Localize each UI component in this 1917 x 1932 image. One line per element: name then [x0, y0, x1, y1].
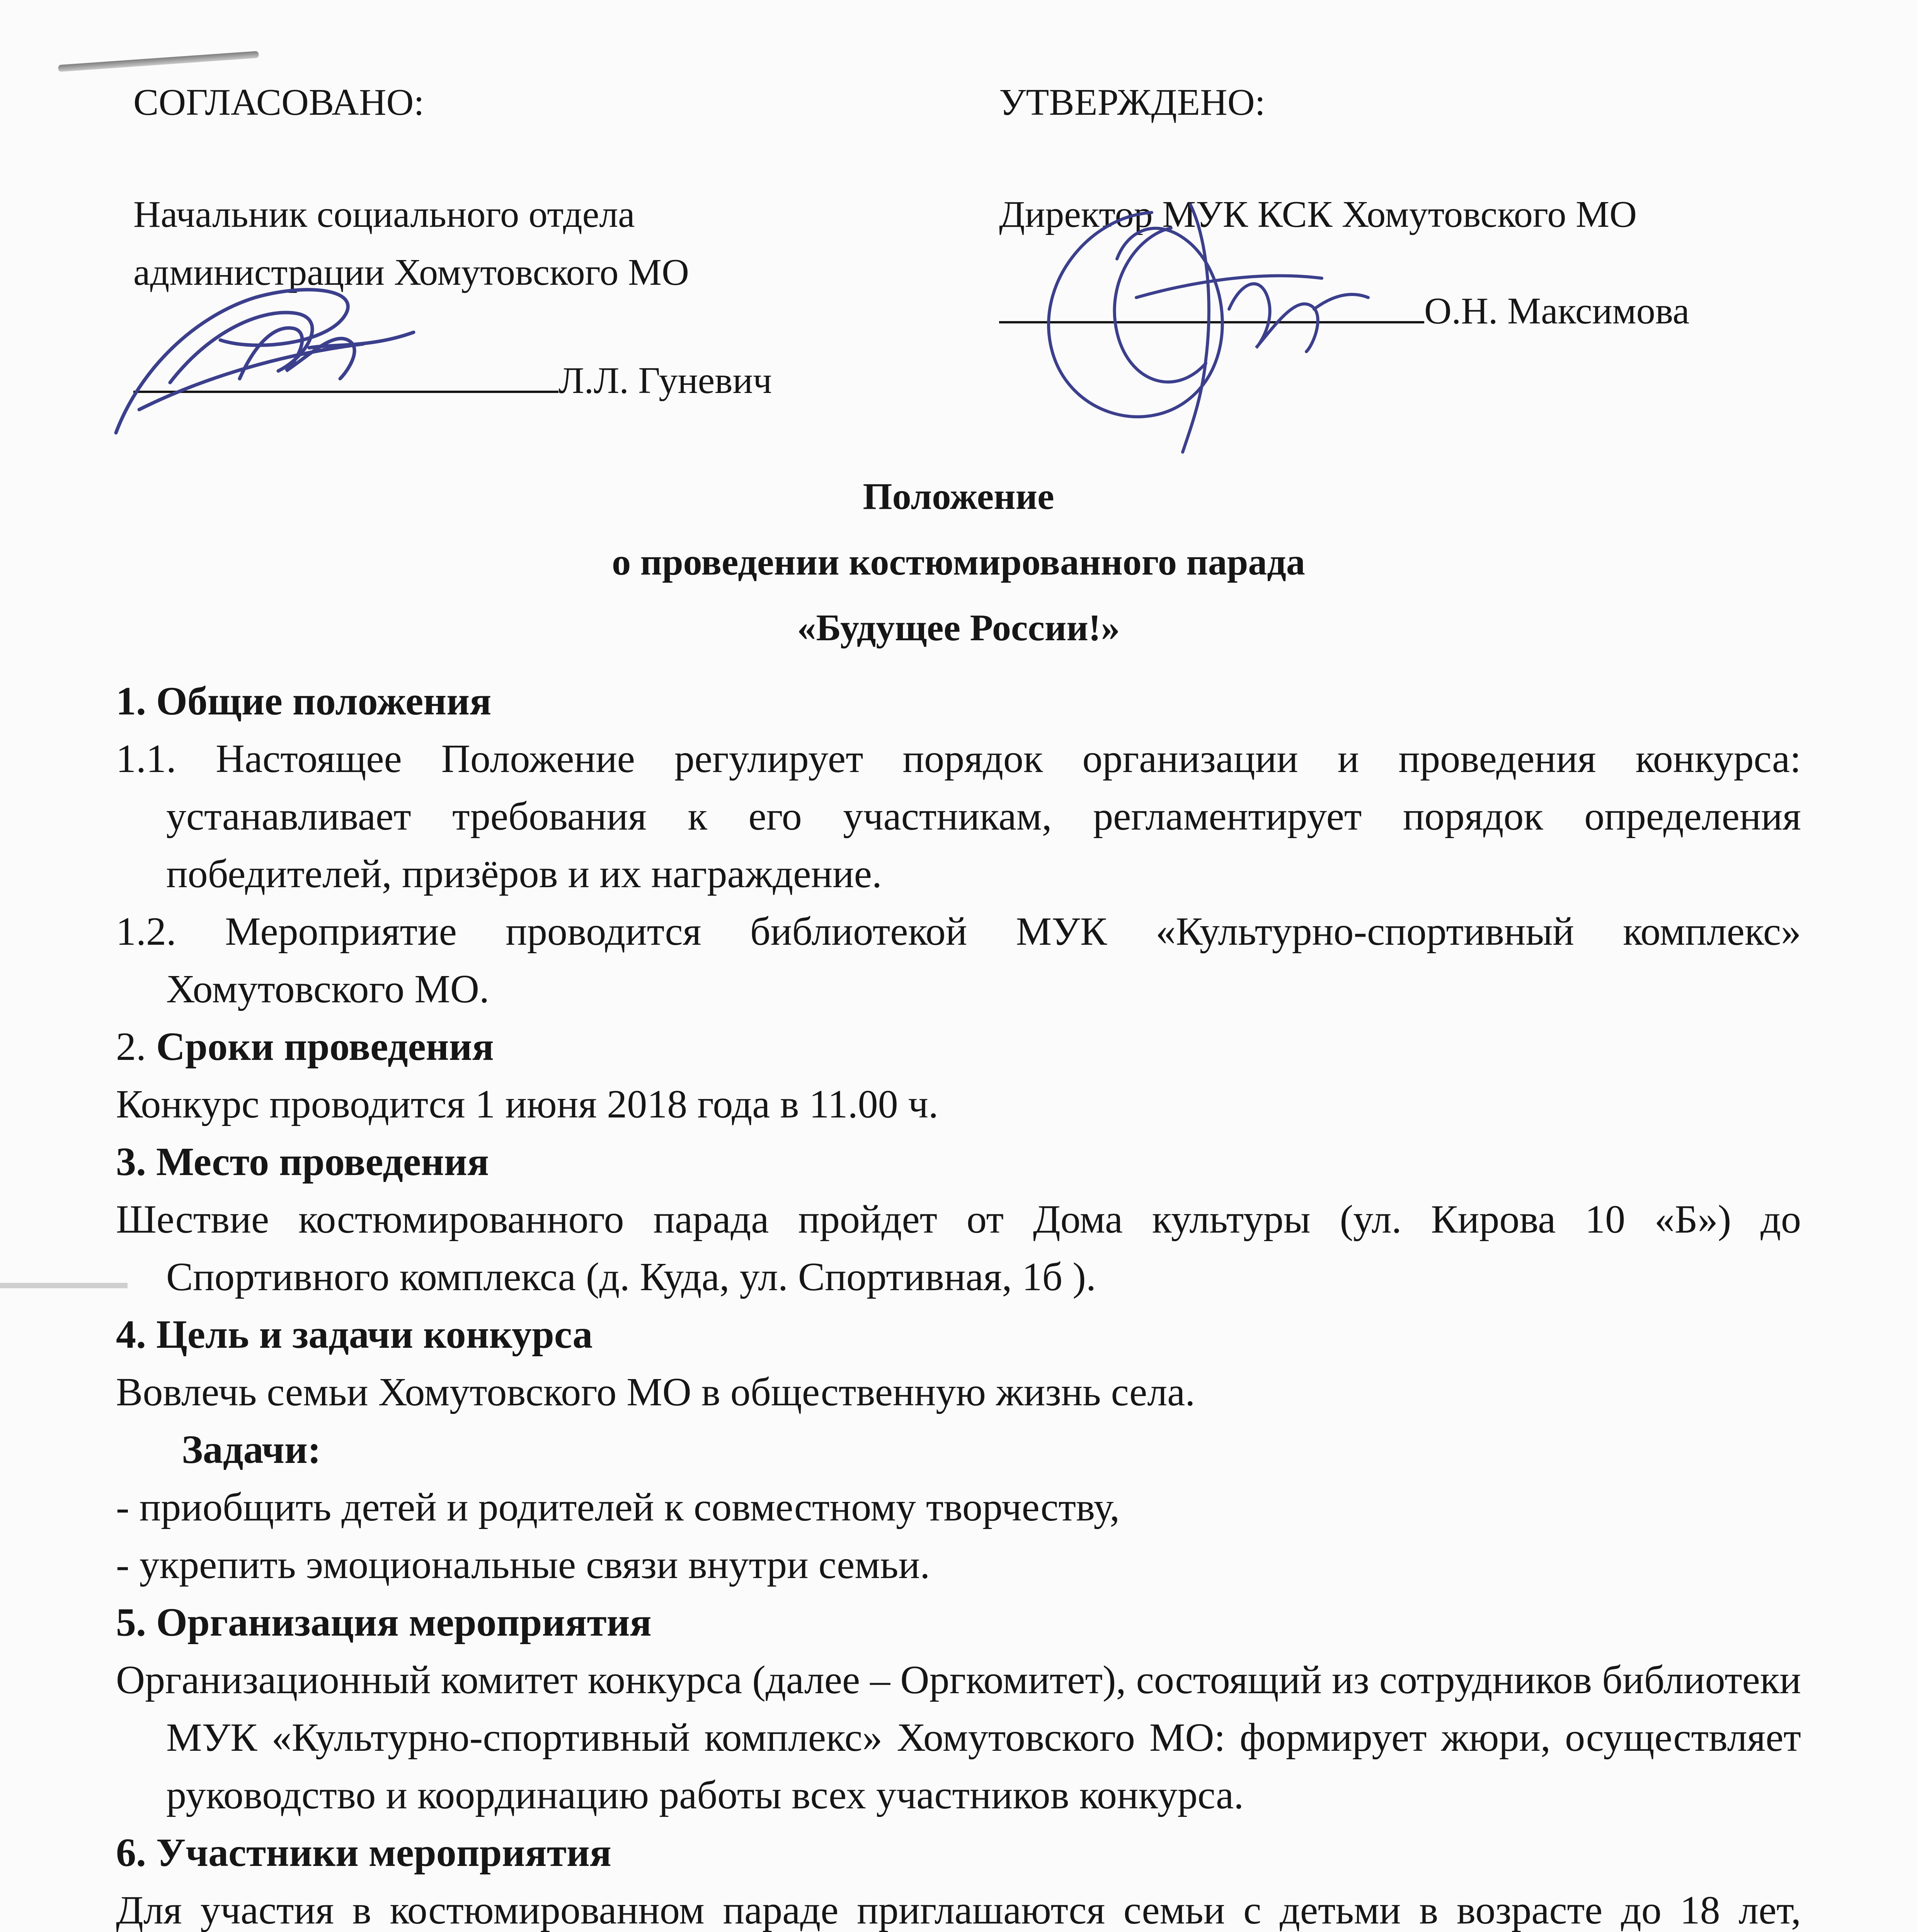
signature-right-icon — [989, 182, 1415, 475]
clause-1-1: 1.1. Настоящее Положение регулирует порядок организации и проведения конкурса: устанавливает требования к его участникам, регламентирует порядок определения победителей, призёров и их награждение. — [116, 736, 1801, 896]
document-title — [0, 464, 1917, 661]
signature-left-icon — [93, 255, 441, 456]
section-heading: 3. Место проведения — [116, 1139, 489, 1184]
position-line: администрации Хомутовского МО — [133, 252, 689, 293]
signatory-name: Л.Л. Гуневич — [558, 360, 772, 401]
title-line: Положение — [863, 476, 1054, 517]
section-text: Вовлечь семьи Хомутовского МО в общественную жизнь села. — [116, 1370, 1195, 1414]
task-item: - укрепить эмоциональные связи внутри семьи. — [116, 1543, 930, 1587]
section-text: Организационный комитет конкурса (далее – Оргкомитет), состоящий из сотрудников библиотеки МУК «Культурно-спортивный комплекс» Хомутовского МО: формирует жюри, осуществляет руководство и координацию работы всех участников конкурса. — [116, 1658, 1801, 1817]
section-heading: 5. Организация мероприятия — [116, 1600, 652, 1645]
section-heading: 6. Участники мероприятия — [116, 1830, 611, 1875]
section-heading: 4. Цель и задачи конкурса — [116, 1312, 593, 1357]
section-text: Конкурс проводится 1 июня 2018 года в 11.00 ч. — [116, 1082, 938, 1126]
title-line: «Будущее России!» — [797, 607, 1120, 649]
clause-1-2: 1.2. Мероприятие проводится библиотекой МУК «Культурно-спортивный комплекс» Хомутовского МО. — [116, 909, 1801, 1011]
tasks-heading: Задачи: — [182, 1427, 321, 1472]
document-body — [116, 672, 1801, 1932]
position-line: Начальник социального отдела — [133, 194, 635, 235]
section-number: 2. — [116, 1024, 156, 1069]
task-item: - приобщить детей и родителей к совместному творчеству, — [116, 1485, 1120, 1529]
section-title: Сроки проведения — [156, 1024, 494, 1069]
section-text: Для участия в костюмированном параде приглашаются семьи с детьми в возрасте до 18 лет, — [116, 1888, 1801, 1932]
approved-stamp: УТВЕРЖДЕНО: — [999, 82, 1265, 123]
section-text: Шествие костюмированного парада пройдет от Дома культуры (ул. Кирова 10 «Б») до Спортивного комплекса (д. Куда, ул. Спортивная, 1б ). — [116, 1197, 1801, 1299]
section-heading — [116, 1018, 1801, 1075]
section-heading: 1. Общие положения — [116, 679, 492, 723]
signatory-name: О.Н. Максимова — [1424, 290, 1690, 332]
position-line: Директор МУК КСК Хомутовского МО — [999, 194, 1637, 235]
agreed-stamp: СОГЛАСОВАНО: — [133, 82, 424, 123]
staple-mark — [58, 51, 259, 72]
title-line: о проведении костюмированного парада — [612, 541, 1305, 583]
scan-artifact — [0, 1283, 128, 1288]
